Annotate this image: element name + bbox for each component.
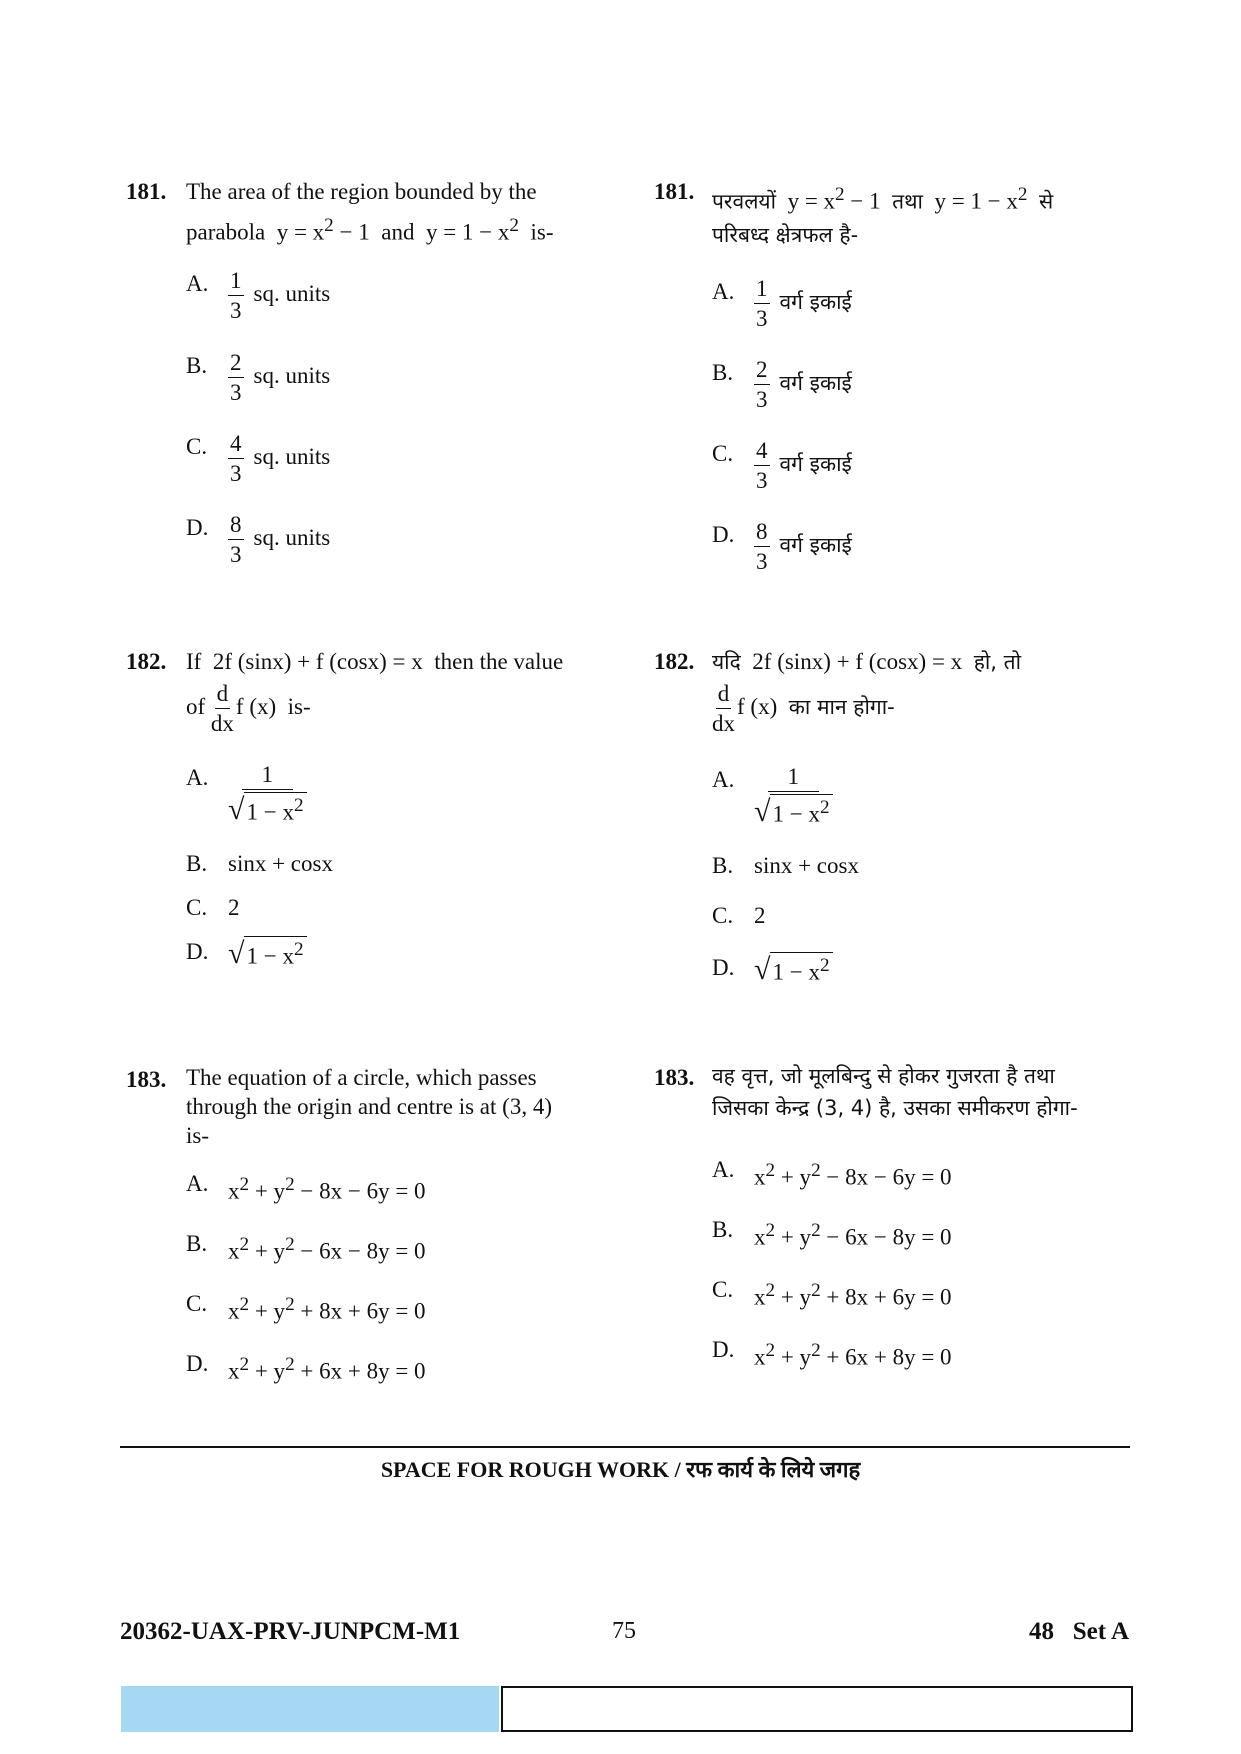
numerator: d: [215, 681, 231, 709]
exponent: 2: [765, 1280, 776, 1301]
question-number: 182.: [654, 649, 695, 674]
equation: 2f (sinx) + f (cosx) = x: [212, 649, 423, 674]
term: + y: [249, 1298, 286, 1324]
question-stem: [712, 1062, 1078, 1123]
exponent: 2: [285, 1354, 295, 1375]
exponent: 2: [811, 1280, 821, 1301]
divider-rule: [120, 1446, 1130, 1448]
sqrt-sign: √: [754, 952, 771, 986]
unit: sq. units: [253, 525, 331, 551]
option-value: [754, 764, 843, 827]
question-182-english: [126, 646, 646, 1006]
option-value: [228, 1172, 426, 1207]
fraction: [754, 519, 770, 575]
numerator: 2: [754, 357, 770, 385]
equation: 2f (sinx) + f (cosx) = x: [752, 649, 963, 674]
stem-word: परवलयों: [712, 189, 777, 214]
option-letter: C.: [186, 1291, 208, 1316]
numerator: 2: [228, 350, 244, 378]
stem-word: is-: [530, 219, 554, 245]
numerator: 4: [228, 431, 244, 459]
equation: − 1: [333, 219, 370, 245]
question-stem: [712, 646, 1021, 737]
radicand-text: 1 − x: [772, 959, 820, 985]
exponent: 2: [765, 1340, 776, 1361]
option-value: [228, 936, 307, 971]
numerator: d: [716, 681, 732, 709]
exponent: 2: [819, 955, 830, 976]
exponent: 2: [239, 1294, 250, 1315]
question-number: 181.: [654, 179, 695, 204]
sqrt: [754, 952, 833, 985]
option-letter: A.: [186, 1171, 209, 1196]
radicand-text: 1 − x: [246, 943, 294, 969]
numerator: 1: [242, 762, 294, 790]
fraction: [228, 431, 244, 487]
fraction: [228, 762, 307, 825]
option-value: [228, 762, 317, 825]
exponent: 2: [239, 1354, 250, 1375]
derivative-fraction: [211, 681, 234, 737]
sqrt: [754, 794, 833, 827]
option-letter: A.: [712, 1157, 735, 1182]
option-letter: D.: [712, 522, 735, 547]
function: f (x): [235, 694, 277, 720]
fraction: [754, 438, 770, 494]
empty-box: [501, 1686, 1133, 1732]
radicand: [244, 936, 306, 969]
option-letter: C.: [712, 903, 734, 928]
option-value: [754, 1278, 952, 1313]
stem-line: जिसका केन्द्र (3, 4) है, उसका समीकरण होगा-: [712, 1096, 1078, 1121]
equation: y = 1 − x: [425, 219, 510, 245]
numerator: 4: [754, 438, 770, 466]
term: x: [228, 1238, 240, 1264]
sqrt-sign: √: [754, 795, 771, 829]
option-value: 2: [754, 903, 766, 928]
exponent: 2: [509, 215, 519, 237]
stem-line: [186, 646, 563, 677]
term: + y: [775, 1284, 812, 1310]
question-182-hindi: [654, 646, 1134, 1016]
denominator: 3: [756, 468, 768, 494]
sqrt-sign: √: [228, 936, 245, 970]
colored-bar: [121, 1686, 499, 1732]
paper-code: 20362-UAX-PRV-JUNPCM-M1: [120, 1618, 461, 1645]
option-value: [228, 431, 330, 487]
option-value: [754, 357, 852, 413]
exponent: 2: [293, 795, 304, 817]
option-value: [228, 268, 330, 324]
question-number: 182.: [126, 649, 167, 674]
numerator: 1: [228, 268, 244, 296]
exponent: 2: [285, 1174, 295, 1195]
exponent: 2: [811, 1340, 821, 1361]
stem-line: [186, 681, 563, 737]
term: + 6x + 8y = 0: [820, 1344, 952, 1370]
unit: sq. units: [253, 444, 331, 470]
sqrt: [228, 792, 307, 825]
exponent: 2: [293, 939, 304, 960]
term: + 8x + 6y = 0: [294, 1298, 426, 1324]
option-letter: C.: [712, 441, 734, 466]
option-letter: B.: [712, 853, 734, 878]
option-letter: D.: [712, 1337, 735, 1362]
question-stem: [186, 1064, 552, 1150]
option-value: [228, 1292, 426, 1327]
option-letter: A.: [712, 767, 735, 792]
denominator: 3: [230, 461, 242, 487]
option-value: [754, 438, 852, 494]
question-183-hindi: [654, 1062, 1134, 1382]
term: x: [228, 1178, 240, 1204]
option-value: [754, 1218, 952, 1253]
function: f (x): [737, 694, 778, 720]
sqrt: [228, 936, 307, 969]
option-letter: B.: [712, 360, 734, 385]
option-letter: D.: [186, 939, 209, 964]
stem-word: and: [381, 219, 415, 245]
option-value: sinx + cosx: [754, 853, 859, 878]
unit: वर्ग इकाई: [779, 290, 852, 315]
unit: वर्ग इकाई: [779, 452, 852, 477]
stem-word: से: [1038, 189, 1054, 214]
equation: y = x: [276, 219, 325, 245]
stem-line: through the origin and centre is at (3, 4): [186, 1093, 552, 1119]
stem-line: परिबध्द क्षेत्रफल है-: [712, 222, 859, 247]
option-value: [754, 952, 833, 987]
question-number: 183.: [654, 1065, 695, 1090]
term: − 8x − 6y = 0: [294, 1178, 426, 1204]
option-value: [754, 1158, 952, 1193]
option-letter: B.: [186, 1231, 208, 1256]
term: x: [228, 1358, 240, 1384]
unit: वर्ग इकाई: [779, 371, 852, 396]
exponent: 2: [1017, 184, 1028, 205]
option-value: [228, 350, 330, 406]
equation: y = 1 − x: [934, 188, 1018, 214]
exponent: 2: [819, 797, 830, 819]
page-number: 75: [612, 1618, 636, 1644]
option-letter: B.: [712, 1217, 734, 1242]
stem-line: [712, 646, 1021, 677]
denominator: 3: [230, 298, 242, 324]
term: + y: [775, 1344, 812, 1370]
equation: y = x: [787, 188, 836, 214]
stem-line: The area of the region bounded by the: [186, 179, 537, 204]
question-number: 183.: [126, 1067, 167, 1092]
stem-line: is-: [186, 1122, 209, 1148]
term: + y: [249, 1238, 286, 1264]
fraction: [754, 357, 770, 413]
question-number: 181.: [126, 179, 167, 204]
term: x: [754, 1284, 766, 1310]
fraction: [228, 268, 244, 324]
exponent: 2: [811, 1220, 821, 1241]
stem-line: वह वृत्त, जो मूलबिन्दु से होकर गुजरता है तथा: [712, 1064, 1055, 1088]
term: + 8x + 6y = 0: [820, 1284, 952, 1310]
option-letter: C.: [712, 1277, 734, 1302]
denominator: 3: [230, 542, 242, 568]
stem-word: parabola: [186, 219, 266, 245]
denominator: 3: [230, 380, 242, 406]
denominator: 3: [756, 306, 768, 332]
equation: − 1: [844, 188, 881, 214]
term: x: [754, 1224, 766, 1250]
option-letter: D.: [186, 1351, 209, 1376]
denominator: 3: [756, 549, 768, 575]
unit: sq. units: [253, 363, 331, 389]
option-letter: A.: [186, 765, 209, 790]
option-value: 2: [228, 895, 240, 920]
unit: sq. units: [253, 281, 331, 307]
option-value: [754, 276, 852, 332]
option-letter: A.: [712, 279, 735, 304]
question-183-english: [126, 1064, 646, 1394]
numerator: 8: [754, 519, 770, 547]
denominator: dx: [712, 711, 735, 737]
option-letter: C.: [186, 895, 208, 920]
option-letter: D.: [186, 515, 209, 540]
option-letter: B.: [186, 851, 208, 876]
question-stem: [186, 646, 563, 737]
stem-word: of: [186, 694, 206, 720]
stem-word: is-: [287, 694, 311, 720]
stem-line: The equation of a circle, which passes: [186, 1065, 537, 1090]
exponent: 2: [324, 215, 334, 237]
option-value: [228, 512, 330, 568]
term: + y: [775, 1224, 812, 1250]
derivative-fraction: [712, 681, 735, 737]
denominator: 3: [756, 387, 768, 413]
term: x: [228, 1298, 240, 1324]
rough-work-heading: SPACE FOR ROUGH WORK / रफ कार्य के लिये जगह: [380, 1457, 861, 1482]
option-value: [754, 1338, 952, 1373]
exponent: 2: [285, 1294, 295, 1315]
option-letter: A.: [186, 271, 209, 296]
exponent: 2: [285, 1234, 295, 1255]
term: + y: [249, 1358, 286, 1384]
fraction: [228, 350, 244, 406]
stem-line: [186, 213, 553, 248]
exponent: 2: [811, 1160, 821, 1181]
question-181-english: [126, 176, 646, 576]
stem-word: यदि: [712, 650, 741, 674]
option-value: [228, 1352, 426, 1387]
fraction: [754, 276, 770, 332]
numerator: 1: [754, 276, 770, 304]
denominator: dx: [210, 711, 234, 737]
term: + y: [775, 1164, 812, 1190]
term: + y: [249, 1178, 286, 1204]
term: − 6x − 8y = 0: [294, 1238, 426, 1264]
stem-word: If: [186, 649, 202, 674]
radicand: [770, 952, 832, 985]
option-value: sinx + cosx: [228, 851, 333, 876]
term: x: [754, 1164, 766, 1190]
set-label: 48 Set A: [1029, 1618, 1129, 1645]
fraction: [228, 512, 244, 568]
stem-line: [712, 681, 1021, 737]
exponent: 2: [239, 1234, 250, 1255]
stem-line: [712, 182, 1053, 217]
radicand-text: 1 − x: [246, 799, 294, 825]
option-letter: B.: [186, 353, 208, 378]
option-value: [754, 519, 852, 575]
term: − 6x − 8y = 0: [820, 1224, 952, 1250]
unit: वर्ग इकाई: [779, 533, 852, 558]
stem-word: तथा: [892, 189, 923, 214]
denominator: [228, 790, 307, 825]
stem-word: हो, तो: [973, 650, 1022, 674]
radicand-text: 1 − x: [772, 801, 820, 827]
stem-word: then the value: [434, 649, 564, 674]
numerator: 8: [228, 512, 244, 540]
radicand: [770, 794, 832, 827]
denominator: [754, 792, 833, 827]
fraction: [754, 764, 833, 827]
option-letter: D.: [712, 955, 735, 980]
option-letter: C.: [186, 434, 208, 459]
question-181-hindi: [654, 176, 1134, 586]
term: x: [754, 1344, 766, 1370]
stem-word: का मान होगा-: [788, 695, 895, 720]
radicand: [244, 792, 306, 825]
exponent: 2: [765, 1160, 776, 1181]
term: − 8x − 6y = 0: [820, 1164, 952, 1190]
option-value: [228, 1232, 426, 1267]
exponent: 2: [835, 184, 845, 205]
question-stem: [186, 176, 553, 248]
exponent: 2: [239, 1174, 250, 1195]
sqrt-sign: √: [228, 793, 245, 827]
term: + 6x + 8y = 0: [294, 1358, 426, 1384]
exponent: 2: [765, 1220, 776, 1241]
question-stem: [712, 182, 1053, 249]
numerator: 1: [768, 764, 820, 792]
